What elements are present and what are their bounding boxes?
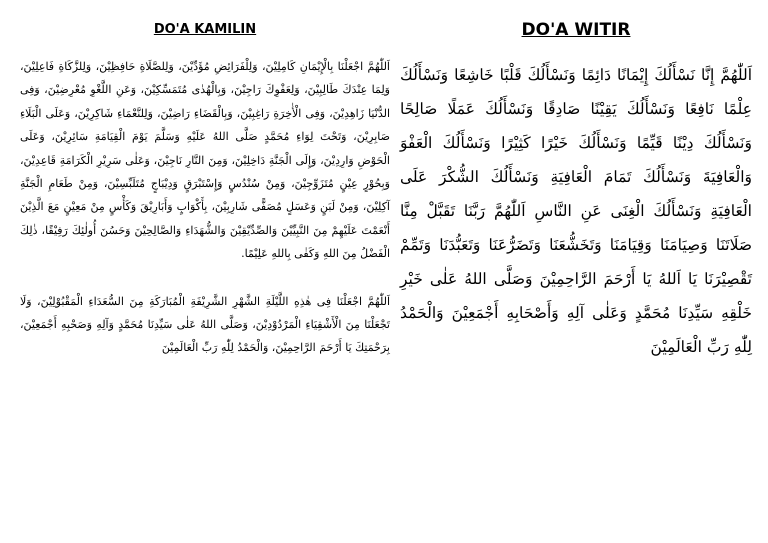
doa-kamilin-section (20, 0, 390, 360)
doa-witir-paragraph: اَللّٰهُمَّ إِنَّا نَسْأَلُكَ إِيْمَانًا دَائِمًا وَنَسْأَلُكَ قَلْبًا خَاشِعًا وَنَسْأَلُكَ عِلْمًا نَافِعًا وَنَسْأَلُكَ يَقِيْنًا صَادِقًا وَنَسْأَلُكَ عَمَلًا صَالِحًا وَنَسْأَلُكَ دِيْنًا قَيِّمًا وَنَسْأَلُكَ خَيْرًا كَثِيْرًا وَنَسْأَلُكَ الْعَفْوَ وَالْعَافِيَةَ وَنَسْأَلُكَ تَمَامَ الْعَافِيَةِ وَنَسْأَلُكَ الشُّكْرَ عَلَى الْعَافِيَةِ وَنَسْأَلُكَ الْغِنَى عَنِ النَّاسِ اَللّٰهُمَّ رَبَّنَا تَقَبَّلْ مِنَّا صَلَاتَنَا وَصِيَامَنَا وَقِيَامَنَا وَتَخَشُّعَنَا وَتَضَرُّعَنَا وَتَعَبُّدَنَا وَتَمِّمْ تَقْصِيْرَنَا يَا اَللهُ يَا أَرْحَمَ الرَّاحِمِيْنَ وَصَلَّى اللهُ عَلٰى خَيْرِ خَلْقِهِ سَيِّدِنَا مُحَمَّدٍ وَعَلٰى آلِهِ وَأَصْحَابِهِ أَجْمَعِيْنَ وَالْحَمْدُ لِلّٰهِ رَبِّ الْعَالَمِيْنَ (400, 66, 752, 356)
doa-kamilin-paragraph-1: اَللّٰهُمَّ اجْعَلْنَا بِالْإِيْمَانِ كَامِلِيْنَ، وَلِلْفَرَائِضِ مُؤَدِّيْنَ، وَلِلصَّلَاةِ حَافِظِيْنَ، وَلِلزَّكَاةِ فَاعِلِيْنَ، وَلِمَا عِنْدَكَ طَالِبِيْنَ، وَلِعَفْوِكَ رَاجِيْنَ، وَبِالْهُدٰى مُتَمَسِّكِيْنَ، وَعَنِ اللَّغْوِ مُعْرِضِيْنَ، وَفِى الدُّنْيَا زَاهِدِيْنَ، وَفِى الْأٰخِرَةِ رَاغِبِيْنَ، وَبِالْقَضَاءِ رَاضِيْنَ، وَلِلنَّعْمَاءِ شَاكِرِيْنَ، وَعَلَى الْبَلَاءِ صَابِرِيْنَ، وَتَحْتَ لِوَاءِ مُحَمَّدٍ صَلَّى اللهُ عَلَيْهِ وَسَلَّمَ يَوْمَ الْقِيَامَةِ سَائِرِيْنَ، وَعَلَى الْحَوْضِ وَارِدِيْنَ، وَإِلَى الْجَنَّةِ دَاخِلِيْنَ، وَمِنَ النَّارِ نَاجِيْنَ، وَعَلٰى سَرِيْرِ الْكَرَامَةِ قَاعِدِيْنَ، وَبِحُوْرٍ عِيْنٍ مُتَزَوِّجِيْنَ، وَمِنْ سُنْدُسٍ وَإِسْتَبْرَقٍ وَدِيْبَاجٍ مُتَلَبِّسِيْنَ، وَمِنْ طَعَامِ الْجَنَّةِ آكِلِيْنَ، وَمِنْ لَبَنٍ وَعَسَلٍ مُصَفًّى شَارِبِيْنَ، بِأَكْوَابٍ وَأَبَارِيْقَ وَكَأْسٍ مِنْ مَعِيْنٍ مَعَ الَّذِيْنَ أَنْعَمْتَ عَلَيْهِمْ مِنَ النَّبِيِّيْنَ وَالصِّدِّيْقِيْنَ وَالشُّهَدَاءِ وَالصَّالِحِيْنَ وَحَسُنَ أُولٰئِكَ رَفِيْقًا، ذٰلِكَ الْفَضْلُ مِنَ اللهِ وَكَفٰى بِاللهِ عَلِيْمًا. (20, 60, 390, 261)
doa-witir-title: DO'A WITIR (521, 20, 631, 40)
doa-kamilin-title: DO'A KAMILIN (153, 22, 257, 37)
doa-kamilin-paragraph-2: اَللّٰهُمَّ اجْعَلْنَا فِى هٰذِهِ اللَّيْلَةِ الشَّهْرِ الشَّرِيْفَةِ الْمُبَارَكَةِ مِنَ السُّعَدَاءِ الْمَقْبُوْلِيْنَ، وَلَا تَجْعَلْنَا مِنَ الْأَشْقِيَاءِ الْمَرْدُوْدِيْنَ، وَصَلَّى اللهُ عَلٰى سَيِّدِنَا مُحَمَّدٍ وَآلِهِ وَصَحْبِهِ أَجْمَعِيْنَ، بِرَحْمَتِكَ يَا أَرْحَمَ الرَّاحِمِيْنَ، وَالْحَمْدُ لِلّٰهِ رَبِّ الْعَالَمِيْنَ (20, 294, 390, 355)
doa-witir-section (400, 0, 752, 364)
